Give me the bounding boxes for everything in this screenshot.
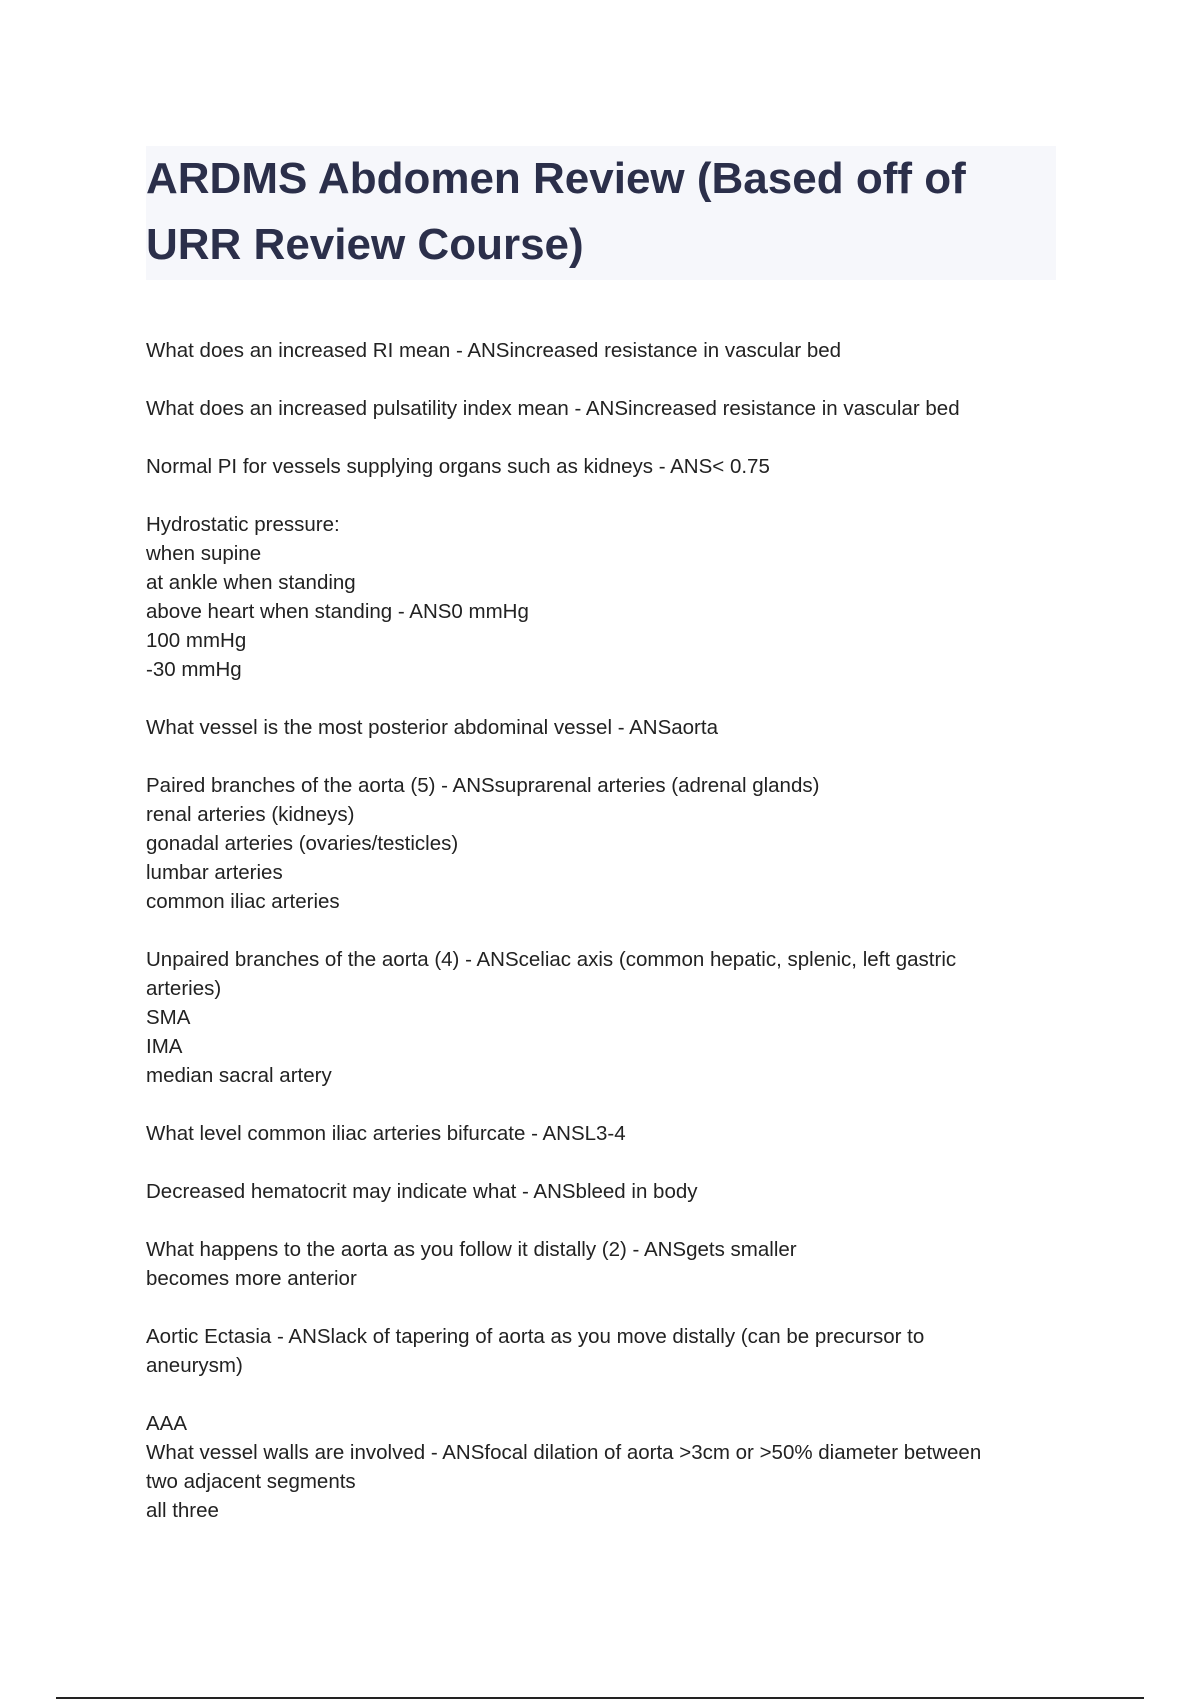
qa-line: common iliac arteries [146, 890, 340, 913]
title-banner [146, 146, 1056, 280]
qa-line: when supine [146, 542, 262, 565]
qa-line: two adjacent segments [146, 1470, 356, 1493]
qa-line: arteries) [146, 977, 222, 1000]
qa-line: What level common iliac arteries bifurcate - ANSL3-4 [146, 1122, 626, 1145]
qa-entry [146, 1177, 1066, 1206]
qa-line: at ankle when standing [146, 571, 356, 594]
qa-line: What does an increased pulsatility index mean - ANSincreased resistance in vascular bed [146, 397, 960, 420]
qa-line: aneurysm) [146, 1354, 243, 1377]
page-title: ARDMS Abdomen Review (Based off of URR Review Course) [146, 154, 966, 269]
qa-line: becomes more anterior [146, 1267, 357, 1290]
qa-line: all three [146, 1499, 219, 1522]
qa-line: Unpaired branches of the aorta (4) - ANSceliac axis (common hepatic, splenic, left gastric [146, 948, 957, 971]
qa-line: What vessel is the most posterior abdominal vessel - ANSaorta [146, 716, 718, 739]
qa-line: IMA [146, 1035, 183, 1058]
qa-line: -30 mmHg [146, 658, 242, 681]
qa-line: median sacral artery [146, 1064, 332, 1087]
qa-entry [146, 1119, 1066, 1148]
qa-line: AAA [146, 1412, 188, 1435]
qa-line: Normal PI for vessels supplying organs such as kidneys - ANS< 0.75 [146, 455, 770, 478]
qa-line: Hydrostatic pressure: [146, 513, 340, 536]
qa-entry [146, 336, 1066, 365]
qa-line: SMA [146, 1006, 191, 1029]
qa-line: renal arteries (kidneys) [146, 803, 355, 826]
qa-entry [146, 1322, 1066, 1380]
qa-line: What happens to the aorta as you follow it distally (2) - ANSgets smaller [146, 1238, 797, 1261]
qa-entry [146, 452, 1066, 481]
qa-line: lumbar arteries [146, 861, 283, 884]
qa-line: Paired branches of the aorta (5) - ANSsuprarenal arteries (adrenal glands) [146, 774, 820, 797]
qa-line: Aortic Ectasia - ANSlack of tapering of aorta as you move distally (can be precursor to [146, 1325, 925, 1348]
qa-list [146, 336, 1066, 1554]
qa-line: Decreased hematocrit may indicate what - ANSbleed in body [146, 1180, 698, 1203]
qa-line: above heart when standing - ANS0 mmHg [146, 600, 529, 623]
qa-line: What vessel walls are involved - ANSfocal dilation of aorta >3cm or >50% diameter between [146, 1441, 982, 1464]
qa-entry [146, 1409, 1066, 1525]
qa-entry [146, 394, 1066, 423]
qa-entry [146, 945, 1066, 1090]
footer-divider [56, 1697, 1144, 1699]
qa-entry [146, 510, 1066, 684]
qa-line: gonadal arteries (ovaries/testicles) [146, 832, 459, 855]
qa-entry [146, 713, 1066, 742]
qa-entry [146, 771, 1066, 916]
qa-line: 100 mmHg [146, 629, 247, 652]
qa-entry [146, 1235, 1066, 1293]
qa-line: What does an increased RI mean - ANSincreased resistance in vascular bed [146, 339, 842, 362]
